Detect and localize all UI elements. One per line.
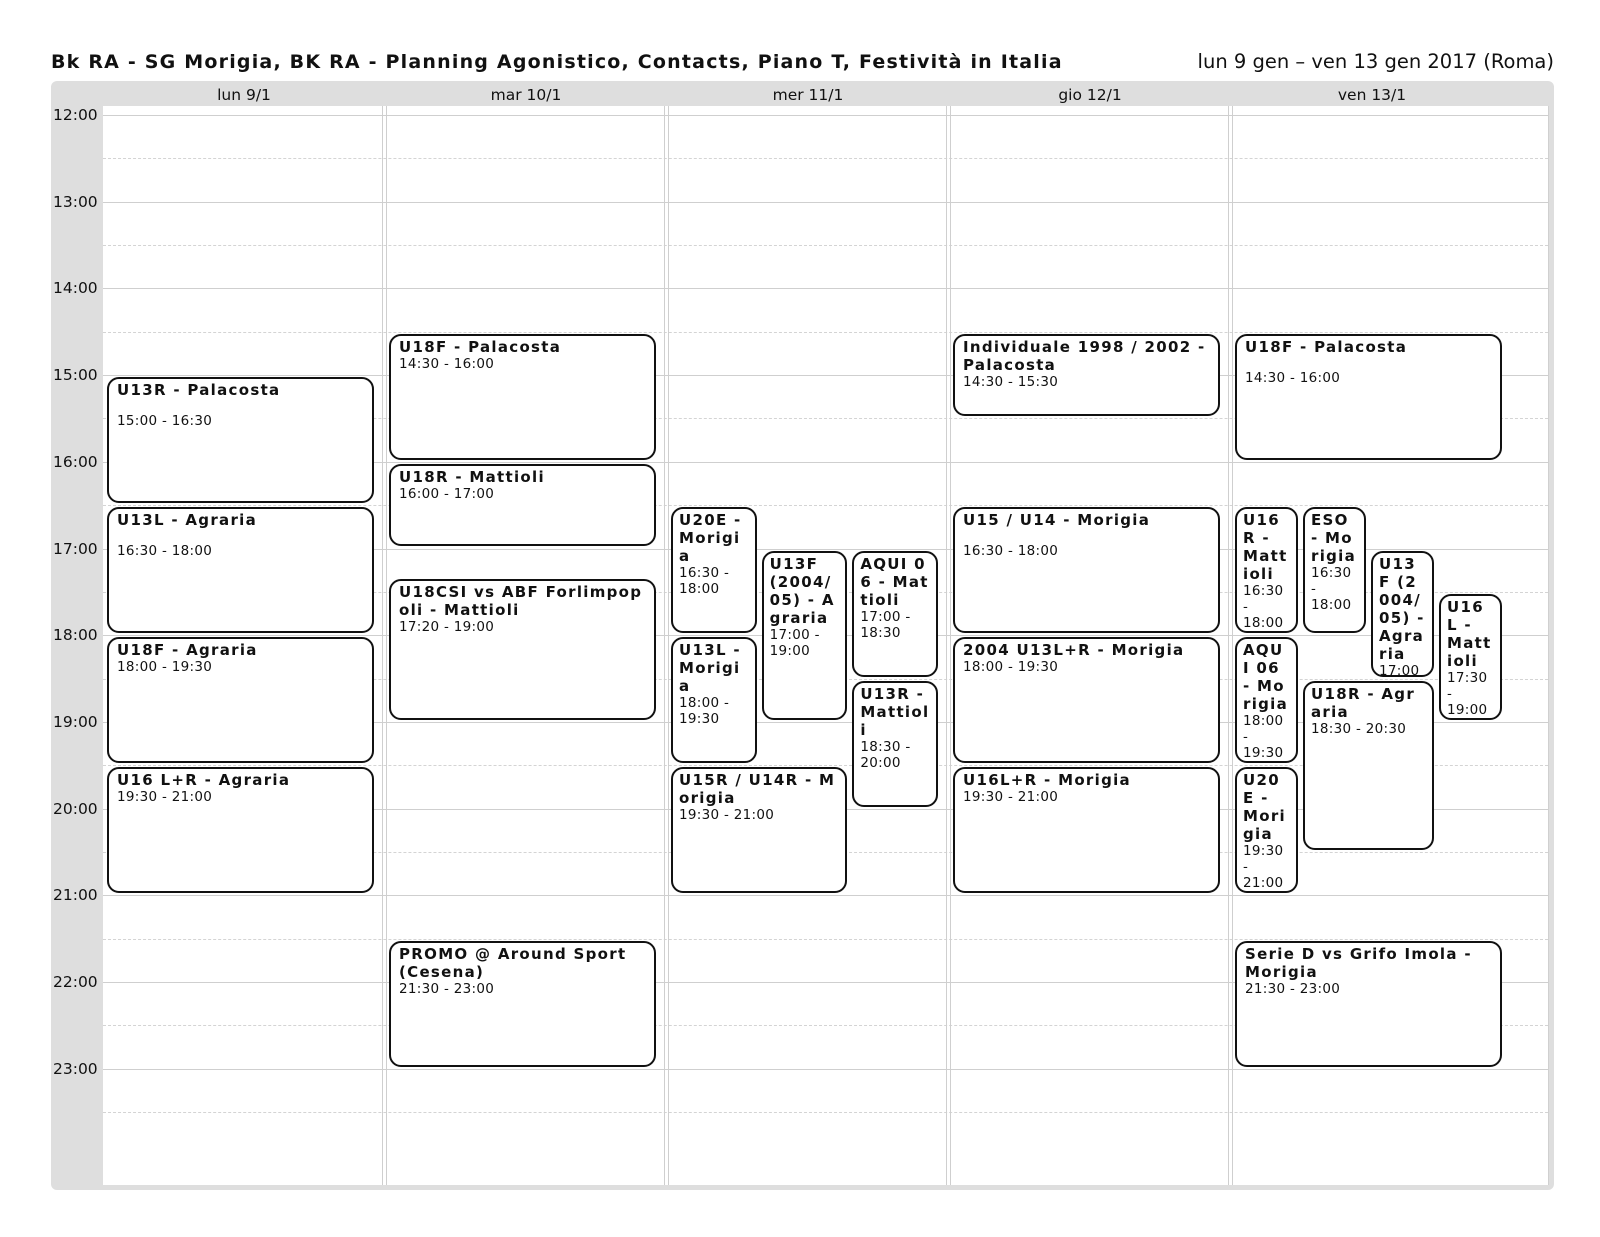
half-hour-gridline <box>103 939 1548 940</box>
event-title: U20E - Morigia <box>679 511 742 566</box>
calendar-event[interactable] <box>1235 334 1502 460</box>
hour-label: 21:00 <box>53 886 98 905</box>
event-title: U16R - Mattioli <box>1243 511 1288 584</box>
calendar-event[interactable] <box>107 767 374 893</box>
day-separator <box>664 106 669 1185</box>
event-time: 17:00 - 19:00 <box>769 626 820 659</box>
hour-label: 16:00 <box>53 452 98 471</box>
event-time: 17:20 - 19:00 <box>399 619 495 636</box>
event-title: ESO - Morigia <box>1311 511 1357 566</box>
calendar-event[interactable] <box>1235 941 1502 1067</box>
hour-gridline <box>103 202 1548 203</box>
day-header: gio 12/1 <box>1058 86 1122 104</box>
event-time: 21:30 - 23:00 <box>399 980 495 997</box>
hour-label: 18:00 <box>53 626 98 645</box>
event-time: 19:30 - 21:00 <box>1243 843 1284 892</box>
event-time: 16:30 - 18:00 <box>1243 583 1284 632</box>
calendar-event[interactable] <box>671 767 847 893</box>
event-time: 16:00 - 17:00 <box>399 485 495 502</box>
event-title: U13R - Mattioli <box>860 684 930 739</box>
calendar-event[interactable] <box>762 551 848 720</box>
half-hour-gridline <box>103 245 1548 246</box>
event-time: 16:30 - 18:00 <box>1311 565 1352 614</box>
event-title: AQUI 06 - Morigia <box>1243 641 1289 714</box>
calendar-title: Bk RA - SG Morigia, BK RA - Planning Agonistico, Contacts, Piano T, Festività in Italia <box>51 51 1063 73</box>
calendar-event[interactable] <box>671 507 757 633</box>
hour-label: 17:00 <box>53 539 98 558</box>
calendar-event[interactable] <box>389 941 656 1067</box>
calendar-event[interactable] <box>389 579 656 720</box>
day-header: ven 13/1 <box>1337 86 1407 104</box>
event-time: 14:30 - 16:00 <box>1245 369 1341 386</box>
half-hour-gridline <box>103 332 1548 333</box>
event-title: U20E - Morigia <box>1243 771 1286 844</box>
hour-gridline <box>103 895 1548 896</box>
half-hour-gridline <box>103 505 1548 506</box>
day-header: lun 9/1 <box>217 86 271 104</box>
calendar-event[interactable] <box>1235 507 1298 633</box>
hour-gridline <box>103 1069 1548 1070</box>
day-separator <box>1228 106 1233 1185</box>
hour-gridline <box>103 288 1548 289</box>
hour-label: 22:00 <box>53 973 98 991</box>
event-title: U16 L+R - Agraria <box>117 771 291 790</box>
calendar-event[interactable] <box>1235 637 1298 763</box>
hour-label: 20:00 <box>53 799 98 818</box>
hour-gridline <box>103 115 1548 116</box>
event-title: Individuale 1998 / 2002 - Palacosta <box>963 337 1206 374</box>
event-title: U15 / U14 - Morigia <box>963 511 1151 530</box>
event-time: 14:30 - 15:30 <box>963 373 1059 390</box>
calendar-event[interactable] <box>1371 551 1434 677</box>
day-header: mer 11/1 <box>772 86 844 104</box>
calendar-event[interactable] <box>1439 594 1502 720</box>
event-time: 18:00 - 19:30 <box>963 659 1059 676</box>
day-header: mar 10/1 <box>490 86 562 104</box>
event-time: 18:00 - 19:30 <box>679 695 730 728</box>
hour-label: 13:00 <box>53 192 98 211</box>
calendar-event[interactable] <box>671 637 757 763</box>
event-title: U18CSI vs ABF Forlimpopoli - Mattioli <box>399 583 643 620</box>
hour-label: 12:00 <box>53 106 98 124</box>
day-separator <box>946 106 951 1185</box>
calendar-event[interactable] <box>1303 507 1366 633</box>
event-title: U13F (2004/05) - Agraria <box>769 554 835 627</box>
event-title: 2004 U13L+R - Morigia <box>963 641 1185 660</box>
event-title: U18R - Agraria <box>1311 684 1416 721</box>
calendar-event[interactable] <box>953 637 1220 763</box>
event-title: Serie D vs Grifo Imola - Morigia <box>1245 944 1472 981</box>
hour-label: 14:00 <box>53 279 98 298</box>
calendar-event[interactable] <box>1235 767 1298 893</box>
event-title: U18F - Agraria <box>117 641 258 660</box>
event-title: U18F - Palacosta <box>1245 337 1408 356</box>
calendar-event[interactable] <box>389 334 656 460</box>
event-title: U16L - Mattioli <box>1447 597 1492 670</box>
calendar-event[interactable] <box>107 507 374 633</box>
event-title: U18R - Mattioli <box>399 467 545 486</box>
calendar-event[interactable] <box>1303 681 1434 850</box>
event-time: 14:30 - 16:00 <box>399 355 495 372</box>
calendar-event[interactable] <box>852 551 938 677</box>
hour-label: 15:00 <box>53 366 98 385</box>
calendar-event[interactable] <box>953 334 1220 417</box>
event-time: 17:00 <box>1379 662 1420 677</box>
event-time: 16:30 - 18:00 <box>679 565 730 598</box>
event-time: 18:30 - 20:00 <box>860 738 911 771</box>
event-title: U15R / U14R - Morigia <box>679 771 836 808</box>
event-time: 17:30 - 19:00 <box>1447 669 1488 718</box>
event-title: U13L - Agraria <box>117 511 258 530</box>
hour-label: 23:00 <box>53 1059 98 1078</box>
event-title: U13F (2004/05) - Agraria <box>1379 554 1425 663</box>
event-time: 16:30 - 18:00 <box>117 543 213 560</box>
calendar-event[interactable] <box>107 377 374 503</box>
event-time: 18:00 - 19:30 <box>1243 713 1284 762</box>
calendar-event[interactable] <box>107 637 374 763</box>
event-title: U13R - Palacosta <box>117 381 281 400</box>
half-hour-gridline <box>103 1112 1548 1113</box>
event-time: 15:00 - 16:30 <box>117 413 213 430</box>
event-title: U16L+R - Morigia <box>963 771 1131 790</box>
event-time: 21:30 - 23:00 <box>1245 980 1341 997</box>
event-time: 19:30 - 21:00 <box>679 807 775 824</box>
calendar-event[interactable] <box>953 767 1220 893</box>
calendar-event[interactable] <box>389 464 656 547</box>
date-range: lun 9 gen – ven 13 gen 2017 (Roma) <box>1197 50 1554 73</box>
event-time: 16:30 - 18:00 <box>963 543 1059 560</box>
calendar-event[interactable] <box>852 681 938 807</box>
event-title: PROMO @ Around Sport (Cesena) <box>399 944 627 981</box>
hour-label: 19:00 <box>53 712 98 731</box>
day-separator <box>382 106 387 1185</box>
event-time: 19:30 - 21:00 <box>117 789 213 806</box>
event-time: 19:30 - 21:00 <box>963 789 1059 806</box>
event-time: 18:30 - 20:30 <box>1311 720 1407 737</box>
event-title: U13L - Morigia <box>679 641 741 696</box>
half-hour-gridline <box>103 158 1548 159</box>
event-title: AQUI 06 - Mattioli <box>860 554 929 609</box>
event-time: 18:00 - 19:30 <box>117 659 213 676</box>
event-time: 17:00 - 18:30 <box>860 608 911 641</box>
event-title: U18F - Palacosta <box>399 337 562 356</box>
calendar-event[interactable] <box>953 507 1220 633</box>
